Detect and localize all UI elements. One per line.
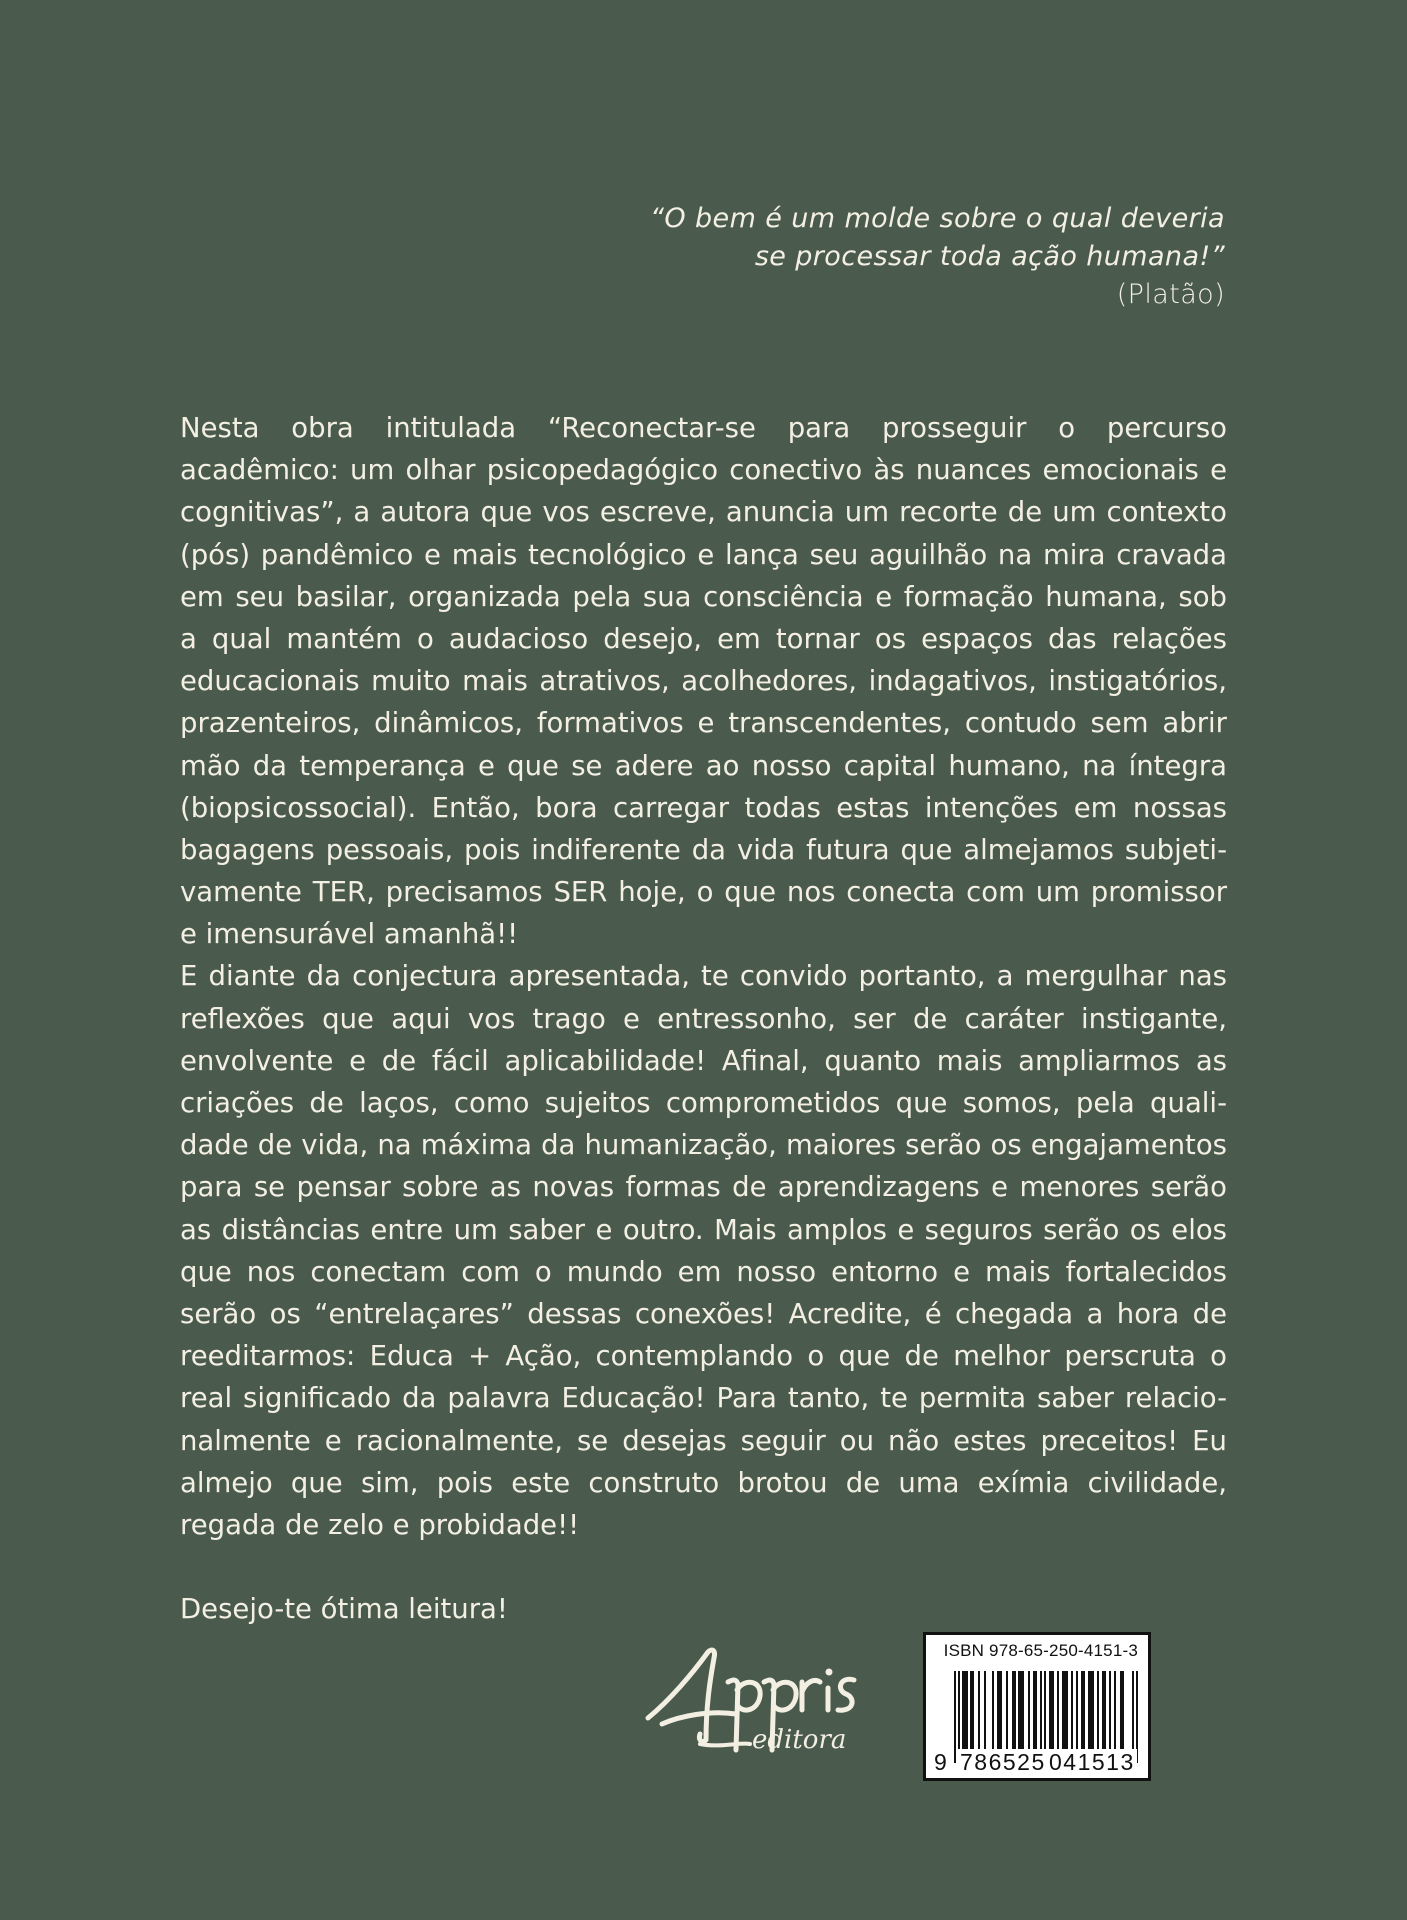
text-line: e imensurável amanhã!! (180, 918, 519, 951)
text-line: real significado da palavra Educação! Para tanto, te permita saber relacio- (180, 1382, 1227, 1415)
appris-editora-logo-icon (640, 1640, 900, 1760)
text-line: a qual mantém o audacioso desejo, em tornar os espaços das relações (180, 622, 1227, 655)
text-line: regada de zelo e probidade!! (180, 1508, 580, 1541)
text-line: que nos conectam com o mundo em nosso entorno e mais fortalecidos (180, 1255, 1227, 1288)
ean-left-group: 786525 (960, 1749, 1046, 1775)
text-line: Nesta obra intitulada “Reconectar-se para prosseguir o percurso (180, 412, 1227, 444)
text-line: envolvente e de fácil aplicabilidade! Afinal, quanto mais ampliarmos as (180, 1044, 1227, 1077)
text-line: bagagens pessoais, pois indiferente da vida futura que almejamos subjeti- (180, 833, 1227, 866)
publisher-logo (640, 1640, 900, 1760)
text-line: E diante da conjectura apresentada, te convido portanto, a mergulhar nas (180, 960, 1227, 993)
text-line: reflexões que aqui vos trago e entressonho, ser de caráter instigante, (180, 1002, 1227, 1035)
closing-line: Desejo-te ótima leitura! (180, 1593, 508, 1626)
text-line: as distâncias entre um saber e outro. Mais amplos e seguros serão os elos (180, 1213, 1227, 1246)
text-line: para se pensar sobre as novas formas de aprendizagens e menores serão (180, 1171, 1227, 1204)
svg-text:editora: editora (752, 1725, 847, 1755)
text-line: serão os “entrelaçares” dessas conexões! Acredite, é chegada a hora de (180, 1297, 1227, 1330)
text-line: nalmente e racionalmente, se desejas seguir ou não estes preceitos! Eu (180, 1424, 1227, 1457)
text-line: (biopsicossocial). Então, bora carregar todas estas intenções em nossas (180, 791, 1227, 824)
text-line: almejo que sim, pois este construto brotou de uma exímia civilidade, (180, 1466, 1227, 1499)
text-line: (pós) pandêmico e mais tecnológico e lança seu aguilhão na mira cravada (180, 538, 1227, 571)
text-line: dade de vida, na máxima da humanização, maiores serão os engajamentos (180, 1129, 1227, 1162)
text-line: prazenteiros, dinâmicos, formativos e transcendentes, contudo sem abrir (180, 707, 1227, 740)
synopsis (180, 407, 1227, 1630)
synopsis-paragraph-1 (180, 407, 1227, 955)
synopsis-paragraph-2 (180, 955, 1227, 1546)
text-line: mão da temperança e que se adere ao nosso capital humano, na íntegra (180, 749, 1227, 782)
text-line: cognitivas”, a autora que vos escreve, anuncia um recorte de um contexto (180, 496, 1227, 529)
ean-first-digit: 9 (934, 1749, 947, 1775)
text-line: criações de laços, como sujeitos comprometidos que somos, pela quali- (180, 1087, 1227, 1119)
isbn-barcode (923, 1632, 1151, 1781)
isbn-label: ISBN 978-65-250-4151-3 (943, 1641, 1138, 1660)
text-line: educacionais muito mais atrativos, acolhedores, indagativos, instigatórios, (180, 665, 1227, 698)
text-line: vamente TER, precisamos SER hoje, o que nos conecta com um promissor (180, 876, 1227, 909)
text-line: reeditarmos: Educa + Ação, contemplando o que de melhor perscruta o (180, 1340, 1227, 1373)
epigraph-line: se processar toda ação humana!” (754, 241, 1225, 272)
text-line: acadêmico: um olhar psicopedagógico conectivo às nuances emocionais e (180, 454, 1227, 487)
epigraph-line: “O bem é um molde sobre o qual deveria (650, 203, 1225, 234)
paragraph-spacer (180, 1546, 1227, 1588)
epigraph-author: (Platão) (1116, 279, 1225, 310)
ean-right-group: 041513 (1049, 1749, 1135, 1775)
text-line: em seu basilar, organizada pela sua consciência e formação humana, sob (180, 580, 1227, 613)
epigraph (525, 200, 1225, 314)
